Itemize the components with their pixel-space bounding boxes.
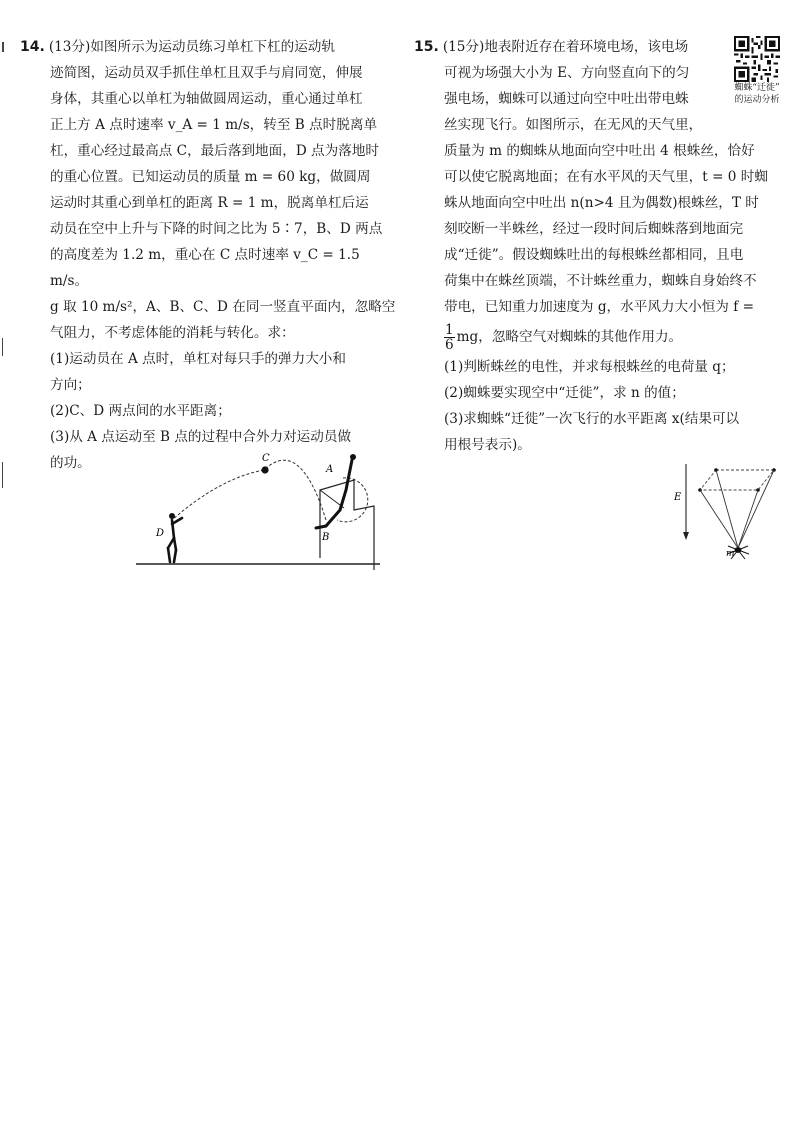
question-14 [20,34,398,476]
fraction-line [444,320,784,354]
sub-question-3-cont: 的功。 [50,455,91,471]
question-text-line: 的重心位置。已知运动员的质量 m = 60 kg，做圆周 [50,169,371,185]
question-text-line: 杠，重心经过最高点 C，最后落到地面，D 点为落地时 [50,143,380,159]
question-text-line: g 取 10 m/s²，A、B、C、D 在同一竖直平面内，忽略空 [50,299,396,315]
label-m: m [726,549,735,559]
question-text-line: 质量为 m 的蜘蛛从地面向空中吐出 4 根蛛丝，恰好 [444,143,755,159]
question-text-line: 身体，其重心以单杠为轴做圆周运动，重心通过单杠 [50,91,363,107]
gymnast-figure-d [168,518,182,562]
question-text-line: 动员在空中上升与下降的时间之比为 5∶7，B、D 两点 [50,221,383,237]
sub-question-1: (1)运动员在 A 点时，单杠对每只手的弹力大小和 [50,351,346,367]
question-text-line: 蛛从地面向空中吐出 n(n>4 且为偶数)根蛛丝，T 时 [444,195,759,211]
question-text-line: 迹简图，运动员双手抓住单杠且双手与肩同宽，伸展 [50,65,363,81]
fraction-one-sixth [444,323,455,352]
label-b: B [322,532,330,543]
silk-tips-plane [700,470,774,490]
question-text-line: 如图所示为运动员练习单杠下杠的运动轨 [90,39,335,55]
sub-question-3: (3)从 A 点运动至 B 点的过程中合外力对运动员做 [50,429,352,445]
margin-mark [2,42,4,52]
qr-caption-line2: 的运动分析 [734,95,780,105]
sub-question-1: (1)判断蛛丝的电性，并求每根蛛丝的电荷量 q； [444,359,735,375]
label-a: A [326,464,334,475]
question-text-line: 地表附近存在着环境电场，该电场 [484,39,689,55]
question-number: 14. [20,39,45,55]
question-text-line: 气阻力，不考虑体能的消耗与转化。求： [50,325,295,341]
margin-mark [2,338,3,356]
question-score: (15分) [442,39,485,55]
label-d: D [156,528,165,539]
question-text-line: 正上方 A 点时速率 v_A = 1 m/s，转至 B 点时脱离单 [50,117,378,133]
question-score: (13分) [48,39,91,55]
question-text-line: 刻咬断一半蛛丝，经过一段时间后蜘蛛落到地面完 [444,221,744,237]
question-text-line: 荷集中在蛛丝顶端，不计蛛丝重力，蜘蛛自身始终不 [444,273,757,289]
fraction-denominator: 6 [445,337,454,353]
label-c: C [262,453,270,464]
spider-silks [700,470,774,548]
sub-question-2: (2)C、D 两点间的水平距离； [50,403,231,419]
sub-question-2: (2)蜘蛛要实现空中“迁徙”，求 n 的值； [444,385,685,401]
question-text-line: 丝实现飞行。如图所示，在无风的天气里， [444,117,703,133]
question-15 [414,34,784,458]
question-number: 15. [414,39,439,55]
fraction-numerator: 1 [445,322,454,338]
question-text-line: 带电，已知重力加速度为 g，水平风力大小恒为 f = [444,299,754,315]
question-text-line: 运动时其重心到单杠的距离 R = 1 m，脱离单杠后运 [50,195,369,211]
spider-silk-figure [664,460,784,570]
question-text-line: mg，忽略空气对蜘蛛的其他作用力。 [456,329,683,345]
question-text-line: 可视为场强大小为 E、方向竖直向下的匀 [444,65,690,81]
point-c [261,466,268,473]
trajectory-path [172,460,326,520]
question-text-line: 可以使它脱离地面；在有水平风的天气里，t = 0 时蜘 [444,169,768,185]
label-e: E [674,492,682,503]
question-text-line: 强电场，蜘蛛可以通过向空中吐出带电蛛 [444,91,689,107]
question-text-line: 成“迁徙”。假设蜘蛛吐出的每根蛛丝都相同，且电 [444,247,744,263]
gymnast-figure-a [316,460,352,528]
sub-question-1-cont: 方向； [50,377,91,393]
sub-question-3-cont: 用根号表示)。 [444,437,531,453]
high-bar-figure [130,448,390,574]
qr-caption-line1: 蜘蛛“迁徙” [734,83,780,93]
margin-mark [2,462,3,488]
sub-question-3: (3)求蜘蛛“迁徙”一次飞行的水平距离 x(结果可以 [444,411,740,427]
question-text-line: 的高度差为 1.2 m，重心在 C 点时速率 v_C = 1.5 m/s。 [50,247,360,289]
